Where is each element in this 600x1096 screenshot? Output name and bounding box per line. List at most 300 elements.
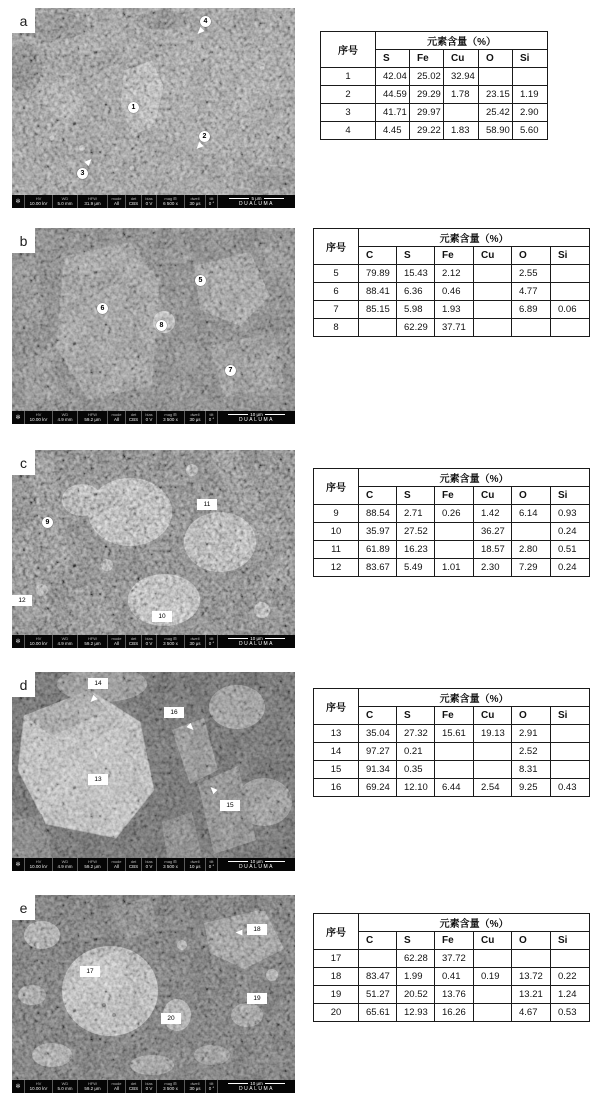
cell: 85.15 [359, 301, 397, 319]
cell [474, 986, 512, 1004]
sem-infobar [12, 635, 295, 648]
sem-panel-c [12, 450, 295, 648]
bar-field-label: WD [61, 1081, 69, 1086]
cell: 1.42 [474, 505, 512, 523]
header-cell: Si [551, 707, 590, 725]
bar-field-value: 3 500 x [163, 641, 178, 646]
header-cell: Cu [474, 707, 512, 725]
cell: 8.31 [512, 761, 551, 779]
arrow-icon [236, 930, 243, 936]
cell: 5.60 [513, 122, 548, 140]
brand-label: DUALUMA [239, 1086, 274, 1092]
spot-marker-17: 17 [80, 966, 100, 977]
header-cell: Si [551, 932, 590, 950]
bar-field-value: 59.2 μm [84, 1086, 101, 1091]
bar-field-label: mag ⊞ [164, 859, 177, 864]
cell [551, 761, 590, 779]
cell: 58.90 [479, 122, 513, 140]
cell [551, 319, 590, 337]
header-cell: C [359, 932, 397, 950]
cell [474, 1004, 512, 1022]
header-cell: Cu [444, 50, 479, 68]
header-cell: S [397, 487, 435, 505]
bar-field-label: mag ⊞ [164, 412, 177, 417]
header-cell: 序号 [314, 689, 359, 725]
header-cell: Cu [474, 487, 512, 505]
spot-marker-1: 1 [128, 102, 139, 113]
cell: 17 [314, 950, 359, 968]
table-row [314, 319, 590, 337]
cell: 5 [314, 265, 359, 283]
bar-field-value: All [113, 1086, 119, 1091]
cell [551, 725, 590, 743]
table-row [314, 950, 590, 968]
cell [474, 743, 512, 761]
panel-label: d [12, 672, 35, 697]
cell: 0.93 [551, 505, 590, 523]
header-cell: Cu [474, 247, 512, 265]
header-cell: Fe [435, 487, 474, 505]
bar-field-label: mode [111, 196, 122, 201]
cell [444, 104, 479, 122]
table-row [314, 968, 590, 986]
brand-label: DUALUMA [239, 864, 274, 870]
cell [474, 319, 512, 337]
header-cell: S [397, 707, 435, 725]
header-cell: 元素含量（%） [359, 914, 590, 932]
element-table-e [313, 913, 590, 1022]
cell: 3 [321, 104, 376, 122]
header-cell: S [376, 50, 410, 68]
cell: 1.83 [444, 122, 479, 140]
header-cell: Fe [410, 50, 444, 68]
cell: 9 [314, 505, 359, 523]
cell: 13 [314, 725, 359, 743]
cell: 10 [314, 523, 359, 541]
bar-field-value: All [113, 864, 119, 869]
cell: 37.71 [435, 319, 474, 337]
table-row [321, 104, 548, 122]
bar-field-label: tilt [209, 859, 214, 864]
cell: 1 [321, 68, 376, 86]
spot-marker-14: 14 [88, 678, 108, 689]
spot-marker-16: 16 [164, 707, 184, 718]
header-cell: C [359, 487, 397, 505]
sem-image-c [12, 450, 295, 635]
cell: 65.61 [359, 1004, 397, 1022]
spot-marker-4: 4 [200, 16, 211, 27]
header-cell: 序号 [314, 914, 359, 950]
table-header-row [321, 32, 548, 50]
spot-marker-20: 20 [161, 1013, 181, 1024]
bar-field-label: tilt [209, 412, 214, 417]
bar-field-label: mag ⊞ [164, 1081, 177, 1086]
scale-value: 10 μm [250, 636, 263, 641]
bar-field-label: HV [35, 636, 42, 641]
cell: 20.52 [397, 986, 435, 1004]
bar-field-label: HFW [87, 636, 98, 641]
scale-bar [217, 858, 295, 871]
table-row [314, 725, 590, 743]
cell: 0.06 [551, 301, 590, 319]
bar-field-label: WD [61, 412, 69, 417]
table-row [314, 1004, 590, 1022]
bar-field-value: 10.00 kV [29, 417, 48, 422]
cell: 19 [314, 986, 359, 1004]
cell: 6 [314, 283, 359, 301]
bar-field-value: 0 V [145, 201, 153, 206]
cell: 4.45 [376, 122, 410, 140]
scale-bar [217, 411, 295, 424]
spot-marker-5: 5 [195, 275, 206, 286]
cell: 2.30 [474, 559, 512, 577]
sem-image-b [12, 228, 295, 411]
table-row [314, 265, 590, 283]
cell: 6.36 [397, 283, 435, 301]
bar-field-label: HFW [87, 412, 98, 417]
header-cell: O [512, 932, 551, 950]
cell [435, 743, 474, 761]
bar-field-label: dwell [190, 636, 200, 641]
cell: 2.52 [512, 743, 551, 761]
bar-field-value: 5.0 mm [57, 1086, 73, 1091]
cell: 62.28 [397, 950, 435, 968]
element-table-d [313, 688, 590, 797]
cell: 29.29 [410, 86, 444, 104]
header-cell: O [479, 50, 513, 68]
bar-field-label: HFW [87, 859, 98, 864]
sem-image-e [12, 895, 295, 1080]
bar-field-label: tilt [209, 1081, 214, 1086]
sem-infobar [12, 195, 295, 208]
cell: 97.27 [359, 743, 397, 761]
table-row [321, 68, 548, 86]
element-table-b [313, 228, 590, 337]
cell: 19.13 [474, 725, 512, 743]
sem-texture [12, 450, 295, 635]
sem-texture [12, 8, 295, 195]
cell: 6.14 [512, 505, 551, 523]
bar-field-label: mag ⊞ [164, 636, 177, 641]
table-header-row [314, 229, 590, 247]
bar-field-label: det [130, 859, 137, 864]
spot-marker-3: 3 [77, 168, 88, 179]
bar-field-value: 59.2 μm [84, 417, 101, 422]
bar-field-value: 10.00 kV [29, 864, 48, 869]
scale-line [229, 198, 249, 199]
bar-field-value: 10.00 kV [29, 1086, 48, 1091]
cell: 2.54 [474, 779, 512, 797]
cell: 61.89 [359, 541, 397, 559]
bar-field-label: mode [111, 859, 122, 864]
bar-field-value: 0 V [145, 864, 153, 869]
cell: 35.97 [359, 523, 397, 541]
cell: 0.43 [551, 779, 590, 797]
sem-image-d [12, 672, 295, 858]
bar-field-value: 0 V [145, 641, 153, 646]
spot-marker-10: 10 [152, 611, 172, 622]
table-header-row [314, 689, 590, 707]
table-row [314, 779, 590, 797]
bar-field-label: WD [61, 196, 69, 201]
scale-bar [217, 1080, 295, 1093]
cell [474, 283, 512, 301]
microscope-logo-icon: ✻ [15, 862, 21, 868]
cell: 13.72 [512, 968, 551, 986]
cell: 4 [321, 122, 376, 140]
header-cell: C [359, 707, 397, 725]
bar-field-value: All [113, 201, 119, 206]
scale-line [228, 414, 248, 415]
cell [359, 950, 397, 968]
bar-field-label: dwell [190, 1081, 200, 1086]
bar-field-label: bias [145, 1081, 153, 1086]
bar-field-value: 4.9 mm [57, 641, 73, 646]
cell: 25.02 [410, 68, 444, 86]
cell: 13.21 [512, 986, 551, 1004]
cell: 9.25 [512, 779, 551, 797]
table-row [321, 122, 548, 140]
bar-field-label: WD [61, 636, 69, 641]
spot-marker-9: 9 [42, 517, 53, 528]
brand-label: DUALUMA [239, 417, 274, 423]
cell: 83.67 [359, 559, 397, 577]
bar-field-label: tilt [209, 196, 214, 201]
sem-infobar [12, 1080, 295, 1093]
cell [551, 265, 590, 283]
cell: 37.72 [435, 950, 474, 968]
scale-line [265, 638, 285, 639]
spot-marker-6: 6 [97, 303, 108, 314]
cell [512, 950, 551, 968]
bar-field-label: dwell [190, 859, 200, 864]
cell: 0.41 [435, 968, 474, 986]
cell: 15 [314, 761, 359, 779]
sem-panel-d [12, 672, 295, 871]
cell: 16 [314, 779, 359, 797]
bar-field-value: 5.0 mm [57, 201, 73, 206]
microscope-logo-icon: ✻ [15, 1084, 21, 1090]
bar-field-value: CBS [128, 417, 139, 422]
cell [435, 541, 474, 559]
bar-field-value: 0 V [145, 1086, 153, 1091]
cell [551, 950, 590, 968]
header-cell: Si [551, 487, 590, 505]
cell: 4.67 [512, 1004, 551, 1022]
element-table-a [320, 31, 548, 140]
sem-texture [12, 895, 295, 1080]
cell: 36.27 [474, 523, 512, 541]
bar-field-label: HFW [87, 1081, 98, 1086]
cell: 15.43 [397, 265, 435, 283]
scale-line [228, 638, 248, 639]
cell: 2.55 [512, 265, 551, 283]
bar-field-value: 0 ° [208, 417, 215, 422]
spot-marker-12: 12 [12, 595, 32, 606]
bar-field-label: dwell [190, 412, 200, 417]
cell: 14 [314, 743, 359, 761]
cell: 12 [314, 559, 359, 577]
sem-panel-e [12, 895, 295, 1093]
microscope-logo-icon: ✻ [15, 415, 21, 421]
cell: 1.93 [435, 301, 474, 319]
table-row [314, 523, 590, 541]
cell [474, 301, 512, 319]
cell: 15.61 [435, 725, 474, 743]
header-cell: 元素含量（%） [359, 689, 590, 707]
cell: 32.94 [444, 68, 479, 86]
cell: 18 [314, 968, 359, 986]
cell: 88.54 [359, 505, 397, 523]
bar-field-label: det [130, 636, 137, 641]
bar-field-value: 10 μs [189, 864, 201, 869]
table-row [314, 986, 590, 1004]
header-cell: 元素含量（%） [376, 32, 548, 50]
bar-field-value: 0 ° [208, 1086, 215, 1091]
cell: 8 [314, 319, 359, 337]
cell: 62.29 [397, 319, 435, 337]
cell: 2.80 [512, 541, 551, 559]
bar-field-label: HV [35, 859, 42, 864]
cell: 83.47 [359, 968, 397, 986]
cell [474, 265, 512, 283]
scale-value: 10 μm [250, 859, 263, 864]
spot-marker-19: 19 [247, 993, 267, 1004]
header-cell: 元素含量（%） [359, 469, 590, 487]
cell [474, 761, 512, 779]
bar-field-label: det [130, 1081, 137, 1086]
header-cell: S [397, 247, 435, 265]
header-cell: Cu [474, 932, 512, 950]
cell: 0.53 [551, 1004, 590, 1022]
table-row [314, 559, 590, 577]
header-cell: 序号 [314, 229, 359, 265]
scale-line [264, 198, 284, 199]
cell [474, 950, 512, 968]
bar-field-value: 3 500 x [163, 1086, 178, 1091]
cell: 0.26 [435, 505, 474, 523]
cell: 79.89 [359, 265, 397, 283]
header-cell: Fe [435, 932, 474, 950]
bar-field-label: mode [111, 412, 122, 417]
cell: 29.97 [410, 104, 444, 122]
sem-texture [12, 228, 295, 411]
panel-label: c [12, 450, 35, 475]
bar-field-label: bias [145, 636, 153, 641]
bar-field-value: 59.2 μm [84, 641, 101, 646]
bar-field-value: CBS [128, 641, 139, 646]
sem-infobar [12, 858, 295, 871]
bar-field-label: mode [111, 1081, 122, 1086]
table-row [314, 761, 590, 779]
cell [435, 761, 474, 779]
bar-field-label: WD [61, 859, 69, 864]
cell: 7 [314, 301, 359, 319]
cell: 16.23 [397, 541, 435, 559]
cell [435, 523, 474, 541]
cell: 0.35 [397, 761, 435, 779]
bar-field-value: 31.9 μm [84, 201, 101, 206]
cell: 91.34 [359, 761, 397, 779]
scale-bar [217, 635, 295, 648]
bar-field-label: bias [145, 196, 153, 201]
header-cell: C [359, 247, 397, 265]
scale-line [265, 861, 285, 862]
cell: 44.59 [376, 86, 410, 104]
bar-field-value: 10.00 kV [29, 641, 48, 646]
bar-field-value: 30 μs [189, 417, 201, 422]
bar-field-value: 30 μs [189, 1086, 201, 1091]
bar-field-value: 0 ° [208, 864, 215, 869]
bar-field-value: CBS [128, 864, 139, 869]
bar-field-label: HV [35, 1081, 42, 1086]
header-cell: S [397, 932, 435, 950]
cell: 0.21 [397, 743, 435, 761]
bar-field-value: 3 500 x [163, 864, 178, 869]
bar-field-label: HV [35, 412, 42, 417]
table-row [314, 743, 590, 761]
spot-marker-18: 18 [247, 924, 267, 935]
table-row [314, 283, 590, 301]
table-header-row [314, 914, 590, 932]
bar-field-value: All [113, 417, 119, 422]
cell [359, 319, 397, 337]
cell: 0.46 [435, 283, 474, 301]
cell: 69.24 [359, 779, 397, 797]
bar-field-value: 6 500 x [163, 201, 178, 206]
header-cell: Si [551, 247, 590, 265]
header-cell: O [512, 247, 551, 265]
bar-field-value: 59.2 μm [84, 864, 101, 869]
bar-field-value: 0 ° [208, 641, 215, 646]
cell [479, 68, 513, 86]
sem-texture [12, 672, 295, 858]
cell: 0.51 [551, 541, 590, 559]
cell: 27.32 [397, 725, 435, 743]
cell: 42.04 [376, 68, 410, 86]
table-row [314, 301, 590, 319]
bar-field-label: HFW [87, 196, 98, 201]
spot-marker-13: 13 [88, 774, 108, 785]
cell: 1.01 [435, 559, 474, 577]
brand-label: DUALUMA [239, 201, 274, 207]
header-cell: 序号 [314, 469, 359, 505]
bar-field-value: CBS [128, 201, 139, 206]
cell: 35.04 [359, 725, 397, 743]
cell: 5.98 [397, 301, 435, 319]
cell: 2.91 [512, 725, 551, 743]
table-row [314, 505, 590, 523]
cell: 1.78 [444, 86, 479, 104]
cell: 2 [321, 86, 376, 104]
scale-line [228, 1083, 248, 1084]
header-cell: Fe [435, 247, 474, 265]
cell: 20 [314, 1004, 359, 1022]
bar-field-label: det [130, 196, 137, 201]
header-cell: Si [513, 50, 548, 68]
bar-field-label: HV [35, 196, 42, 201]
header-cell: O [512, 487, 551, 505]
table-header-row [314, 469, 590, 487]
sem-image-a [12, 8, 295, 195]
bar-field-value: 30 μs [189, 641, 201, 646]
cell: 2.12 [435, 265, 474, 283]
sem-panel-b [12, 228, 295, 424]
bar-field-value: 4.9 mm [57, 417, 73, 422]
bar-field-label: tilt [209, 636, 214, 641]
cell: 12.10 [397, 779, 435, 797]
sem-infobar [12, 411, 295, 424]
